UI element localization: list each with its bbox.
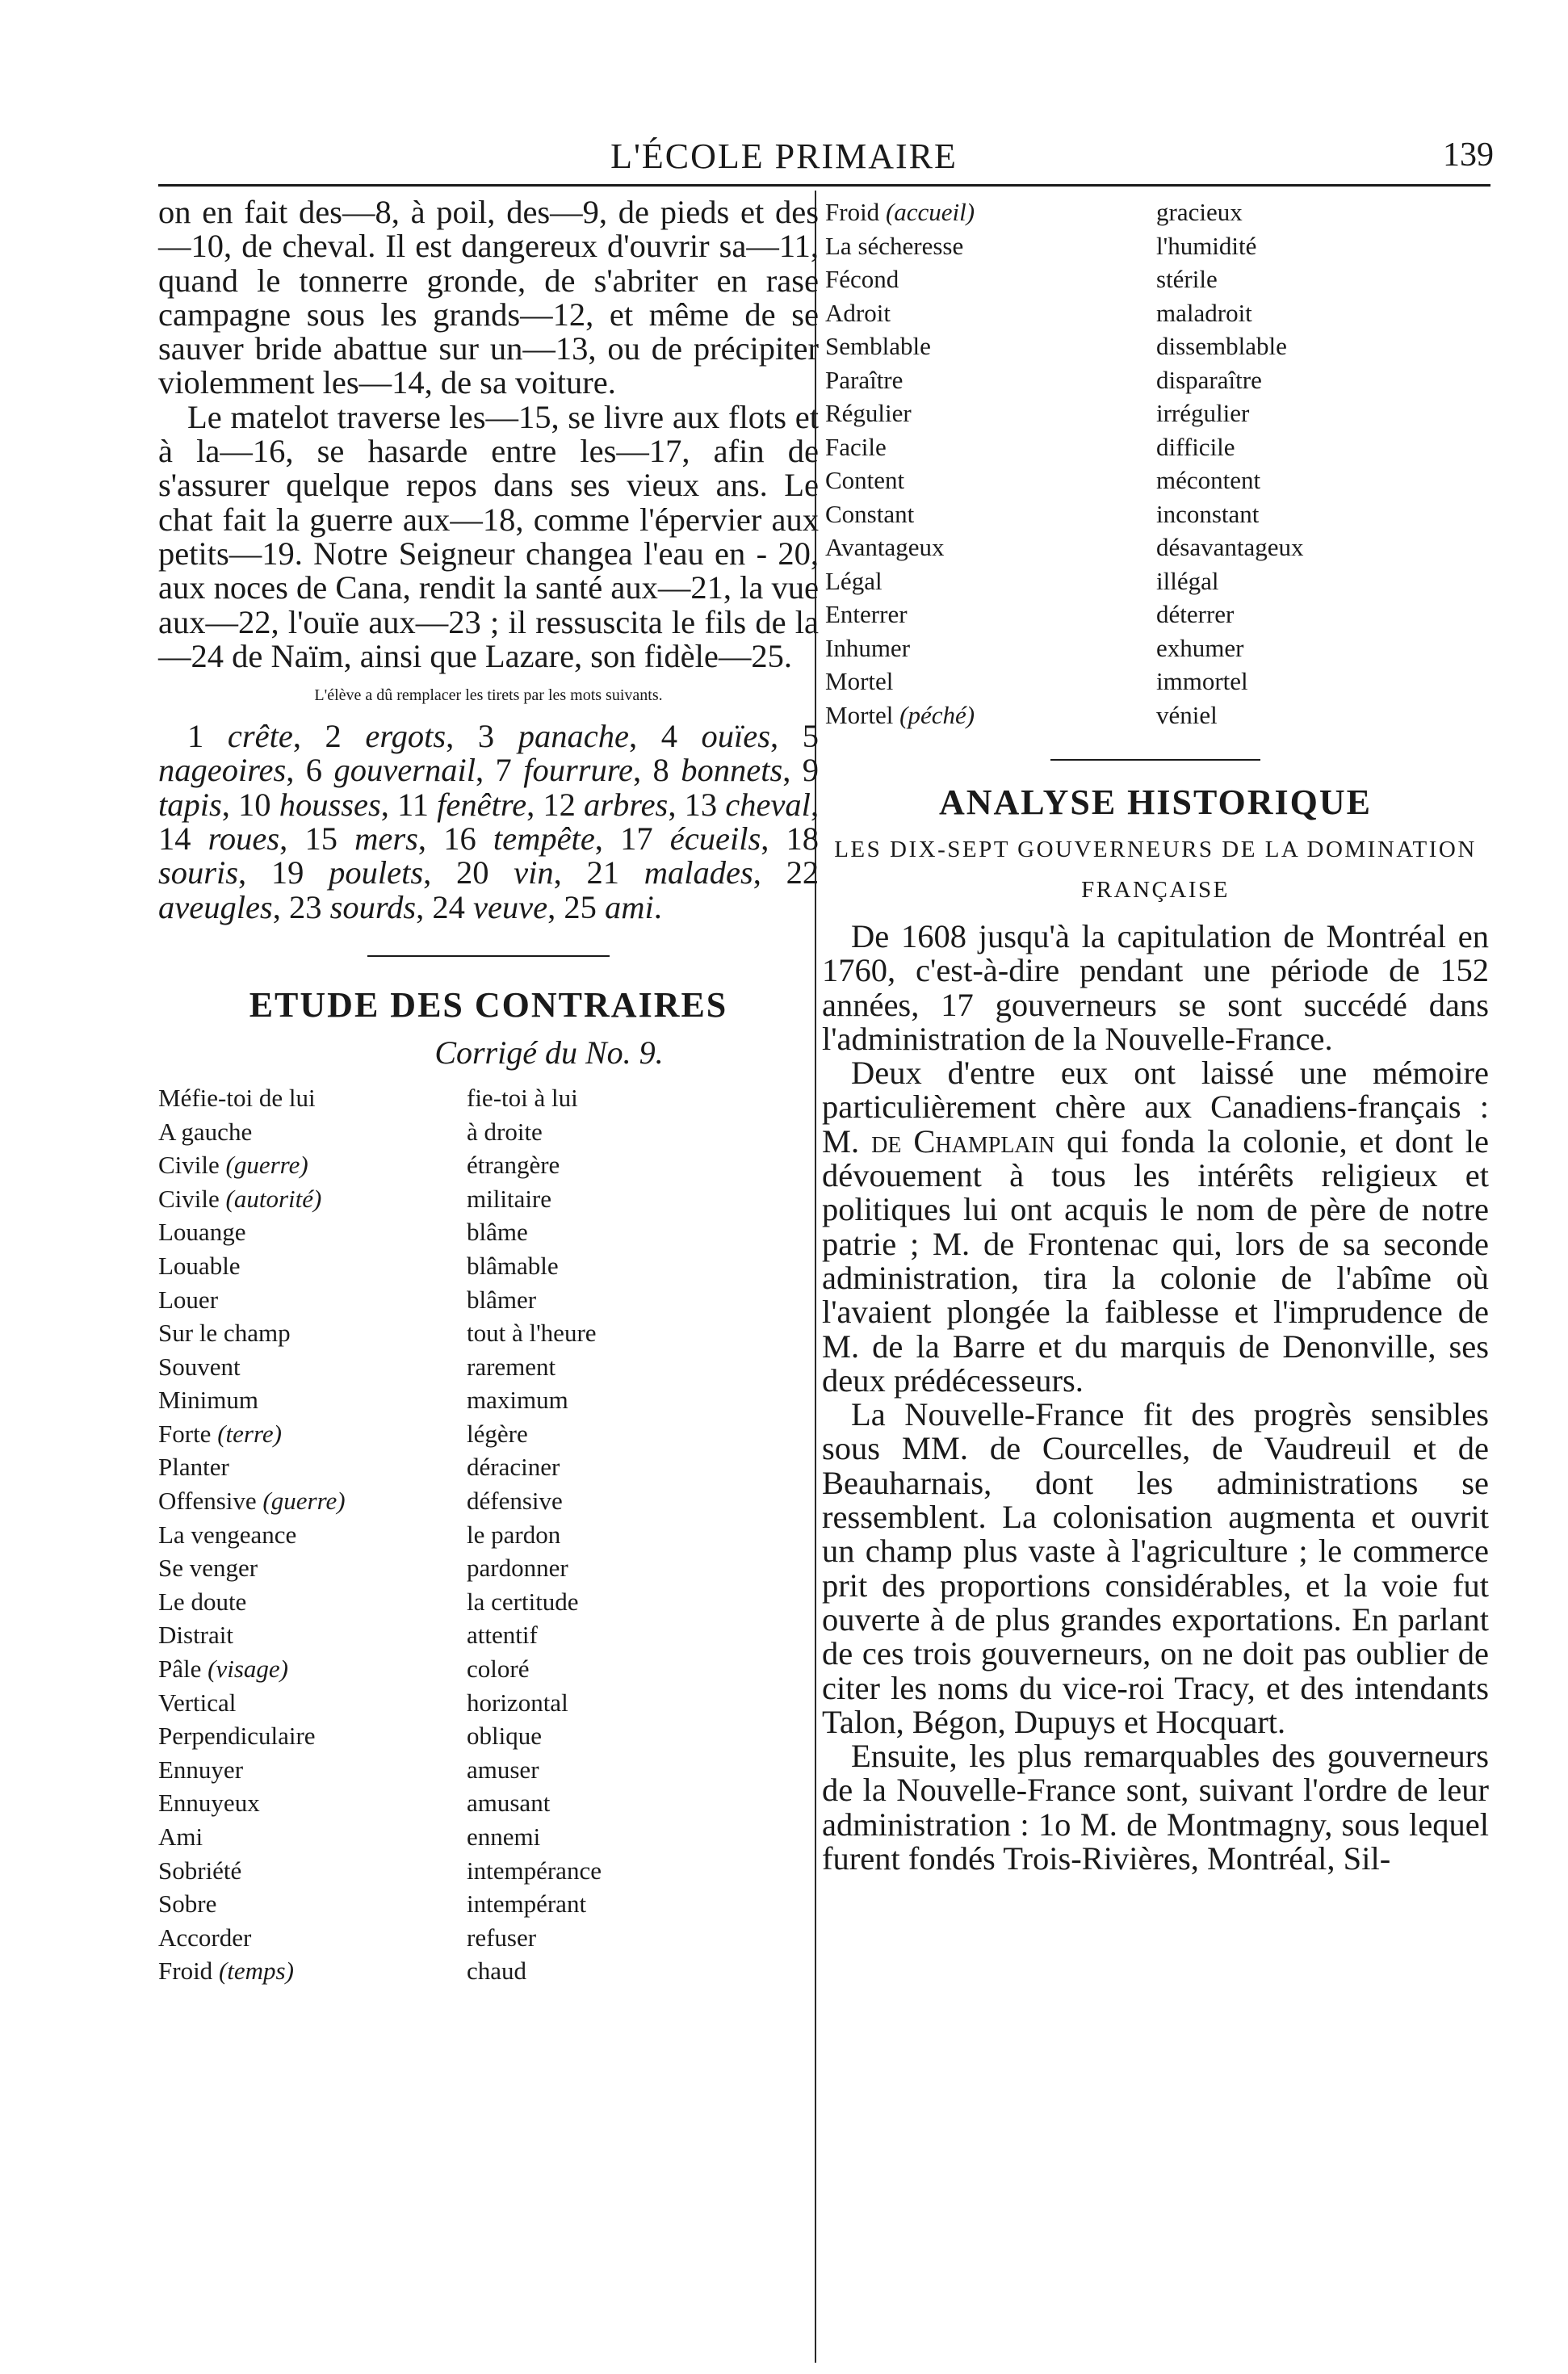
opposite-word: intempérant bbox=[467, 1890, 587, 1919]
contraire-word-text: Froid bbox=[158, 1957, 213, 1986]
contraire-word-text: Semblable bbox=[825, 332, 931, 360]
contraire-word bbox=[822, 329, 1156, 363]
contraire-word bbox=[158, 1215, 467, 1249]
answer-word-number: 4 bbox=[660, 718, 677, 755]
answer-words bbox=[158, 719, 819, 925]
contraire-note: (guerre) bbox=[225, 1151, 308, 1180]
contraire-word-text: Ennuyer bbox=[158, 1755, 244, 1784]
contraire-word bbox=[158, 1316, 467, 1350]
contraire-word-text: Distrait bbox=[158, 1621, 233, 1650]
contraire-word bbox=[822, 665, 1156, 698]
answer-word: roues bbox=[208, 820, 280, 858]
opposite-word: pardonner bbox=[467, 1554, 568, 1583]
opposite-word: horizontal bbox=[467, 1688, 568, 1717]
contraire-word bbox=[822, 296, 1156, 330]
contraire-word-text: Louable bbox=[158, 1251, 241, 1280]
analyse-paragraph-3: La Nouvelle-France fit des progrès sensibles sous MM. de Courcelles, de Vaudreuil et de Beauharnais, dont les administrations se ressemblent. La colonisation augmenta et ouvrit un champ plus vaste à l'agriculture ; le commerce prit des proportions considérables, et la voie fut ouverte à de plus grandes exportations. En parlant de ces trois gouverneurs, on ne doit pas oublier de citer les noms du vice-roi Tracy, et des intendants Talon, Bégon, Dupuys et Hocquart. bbox=[822, 1396, 1489, 1740]
answer-word-entry bbox=[496, 752, 633, 788]
contraire-note: (terre) bbox=[217, 1419, 282, 1448]
answer-word-number: 8 bbox=[652, 752, 669, 789]
right-column bbox=[822, 195, 1489, 1876]
opposite-word: militaire bbox=[467, 1184, 552, 1213]
contraire-row bbox=[158, 1753, 819, 1787]
contraire-row bbox=[158, 1652, 819, 1686]
answer-word-entry bbox=[271, 854, 423, 891]
contraire-row bbox=[158, 1686, 819, 1720]
contraire-word bbox=[158, 1283, 467, 1317]
answer-word-entry bbox=[289, 889, 416, 925]
opposite-word: refuser bbox=[467, 1923, 537, 1952]
answer-word-number: 10 bbox=[238, 786, 271, 823]
opposite-word: exhumer bbox=[1156, 633, 1244, 662]
opposite-word: la certitude bbox=[467, 1587, 579, 1616]
opposite-word: blâmer bbox=[467, 1285, 537, 1314]
contraire-word-text: Méfie-toi de lui bbox=[158, 1083, 316, 1112]
opposite-word: coloré bbox=[467, 1655, 530, 1684]
answer-word: nageoires bbox=[158, 752, 287, 789]
answer-word-entry bbox=[543, 786, 668, 823]
contraire-word bbox=[158, 1854, 467, 1888]
contraire-word bbox=[158, 1820, 467, 1854]
answer-word-number: 18 bbox=[786, 820, 820, 858]
answer-word-entry bbox=[397, 786, 526, 823]
contraire-row bbox=[158, 1182, 819, 1216]
contraire-word-text: Civile bbox=[158, 1151, 220, 1180]
opposite-word: rarement bbox=[467, 1352, 556, 1381]
answer-word-entry bbox=[187, 718, 293, 754]
champlain-name: de Champlain bbox=[871, 1122, 1055, 1160]
contraire-word-text: Froid bbox=[825, 198, 880, 226]
contraire-word-text: Civile bbox=[158, 1184, 220, 1213]
analyse-paragraph-4: Ensuite, les plus remarquables des gouverneurs de la Nouvelle-France sont, suivant l'ordre de leur administration : 1o M. de Montmagny, sous lequel furent fondés Trois-Rivières, Montréal, Sil- bbox=[822, 1738, 1489, 1877]
contraire-row bbox=[158, 1585, 819, 1619]
contraire-row bbox=[158, 1484, 819, 1518]
opposite-word: irrégulier bbox=[1156, 399, 1250, 427]
contraire-word bbox=[822, 430, 1156, 464]
contraire-word bbox=[822, 531, 1156, 564]
opposite-word: difficile bbox=[1156, 432, 1235, 461]
contraire-row bbox=[158, 1887, 819, 1921]
corrige-heading: Corrigé du No. 9. bbox=[434, 1034, 664, 1071]
answer-word-entry bbox=[238, 786, 381, 823]
contraire-note: (guerre) bbox=[262, 1487, 346, 1516]
opposite-word: légère bbox=[467, 1419, 528, 1448]
opposite-word: à droite bbox=[467, 1117, 543, 1146]
contraire-row bbox=[158, 1954, 819, 1988]
contraire-word bbox=[158, 1551, 467, 1585]
contraire-word bbox=[158, 1383, 467, 1417]
contraire-word-text: A gauche bbox=[158, 1117, 253, 1146]
answer-word: gouvernail bbox=[333, 752, 476, 789]
contraire-word-text: Facile bbox=[825, 432, 887, 461]
exercise-paragraph-2: Le matelot traverse les—15, se livre aux flots et à la—16, se hasarde entre les—17, afin de s'assurer quelque repos dans ses vieux ans. Le chat fait la guerre aux—18, comme l'épervier aux petits—19. Notre Seigneur changea l'eau en - 20, aux noces de Cana, rendit la santé aux—21, la vue aux—22, l'ouïe aux—23 ; il ressuscita le fils de la—24 de Naïm, ainsi que Lazare, son fidèle—25. bbox=[158, 398, 819, 674]
contraire-word-text: Le doute bbox=[158, 1587, 247, 1616]
analyse-subtitle: LES DIX-SEPT GOUVERNEURS DE LA DOMINATION FRANÇAISE bbox=[834, 837, 1477, 903]
answer-word-number: 20 bbox=[455, 854, 489, 891]
contraire-word bbox=[158, 1350, 467, 1384]
analyse-text bbox=[822, 920, 1489, 1876]
contraire-row bbox=[822, 430, 1489, 464]
opposite-word: intempérance bbox=[467, 1856, 602, 1885]
contraire-row bbox=[822, 564, 1489, 598]
answer-word: crête bbox=[227, 718, 293, 755]
answer-word-number: 2 bbox=[325, 718, 342, 755]
contraire-row bbox=[822, 363, 1489, 397]
contraire-word-text: Avantageux bbox=[825, 533, 945, 561]
contraire-note: (autorité) bbox=[225, 1184, 322, 1213]
contraire-row bbox=[822, 698, 1489, 732]
left-column bbox=[158, 195, 819, 1988]
contraire-row bbox=[158, 1316, 819, 1350]
opposite-word: maximum bbox=[467, 1386, 568, 1415]
answer-word-entry bbox=[685, 786, 811, 823]
contraire-word bbox=[158, 1518, 467, 1552]
contraire-row bbox=[158, 1283, 819, 1317]
answer-word: malades bbox=[644, 854, 753, 891]
answer-word: tempête bbox=[493, 820, 595, 858]
exercise-instruction: L'élève a dû remplacer les tirets par les mots suivants. bbox=[314, 686, 663, 705]
opposite-word: défensive bbox=[467, 1487, 563, 1516]
answer-word-number: 17 bbox=[620, 820, 653, 858]
contraire-word-text: Légal bbox=[825, 566, 883, 595]
contraire-word bbox=[822, 195, 1156, 229]
opposite-word: véniel bbox=[1156, 700, 1218, 729]
contraire-row bbox=[822, 631, 1489, 665]
answer-word: ami bbox=[605, 888, 654, 925]
opposite-word: disparaître bbox=[1156, 365, 1262, 394]
opposite-word: déraciner bbox=[467, 1453, 560, 1482]
opposite-word: amuser bbox=[467, 1755, 539, 1784]
contraire-word bbox=[822, 363, 1156, 397]
contraire-row bbox=[822, 598, 1489, 631]
analyse-paragraph-2-start: Deux d'entre eux ont laissé une mémoire particulièrement chère aux Canadiens-français : M. bbox=[822, 1055, 1489, 1160]
contraire-row bbox=[158, 1854, 819, 1888]
opposite-word: chaud bbox=[467, 1957, 527, 1986]
answer-word: bonnets bbox=[681, 752, 783, 789]
answer-word-number: 22 bbox=[786, 854, 820, 891]
opposite-word: blâmable bbox=[467, 1251, 559, 1280]
contraire-word-text: Sobriété bbox=[158, 1856, 242, 1885]
contraire-word-text: Planter bbox=[158, 1453, 229, 1482]
contraire-word-text: Inhumer bbox=[825, 633, 911, 662]
contraire-word-text: Content bbox=[825, 466, 905, 494]
contraire-word bbox=[158, 1081, 467, 1115]
contraire-word bbox=[158, 1618, 467, 1652]
answer-word: veuve bbox=[472, 888, 548, 925]
contraires-table-right bbox=[822, 195, 1489, 732]
opposite-word: déterrer bbox=[1156, 600, 1235, 628]
contraire-row bbox=[822, 229, 1489, 263]
contraire-row bbox=[158, 1115, 819, 1149]
contraire-word-text: Fécond bbox=[825, 265, 899, 293]
contraire-word bbox=[822, 631, 1156, 665]
section-title: ETUDE DES CONTRAIRES bbox=[249, 984, 728, 1025]
contraire-word bbox=[822, 262, 1156, 296]
contraire-row bbox=[822, 329, 1489, 363]
contraire-row bbox=[822, 463, 1489, 497]
exercise-text bbox=[158, 195, 819, 673]
answer-word-number: 1 bbox=[187, 718, 204, 755]
answer-word: tapis bbox=[158, 786, 222, 823]
contraire-word bbox=[822, 598, 1156, 631]
contraire-word bbox=[158, 1182, 467, 1216]
contraire-word bbox=[158, 1719, 467, 1753]
contraire-note: (visage) bbox=[208, 1655, 288, 1684]
contraire-word-text: La vengeance bbox=[158, 1520, 297, 1549]
contraire-word bbox=[158, 1417, 467, 1451]
contraire-row bbox=[822, 262, 1489, 296]
contraire-word bbox=[158, 1249, 467, 1283]
exercise-paragraph-1: on en fait des—8, à poil, des—9, de pieds et des—10, de cheval. Il est dangereux d'ouvrir sa—11, quand le tonnerre gronde, de s'abriter en rase campagne sous les grands—12, et même de se sauver bride abattue sur un—13, ou de précipiter violemment les—14, de sa voiture. bbox=[158, 194, 819, 401]
answer-word-number: 25 bbox=[564, 888, 597, 925]
contraire-row bbox=[158, 1383, 819, 1417]
contraire-word bbox=[158, 1484, 467, 1518]
answer-word: ergots bbox=[365, 718, 447, 755]
answer-word: cheval bbox=[725, 786, 811, 823]
contraire-word bbox=[158, 1753, 467, 1787]
section-rule bbox=[367, 955, 610, 957]
analyse-paragraph-2 bbox=[822, 1056, 1489, 1398]
answer-word-list: 1 crête, 2 ergots, 3 panache, 4 ouïes, 5 nageoires, 6 gouvernail, 7 fourrure, 8 bonnets, 9 tapis, 10 housses, 11 fenêtre, 12 arbres, 13 cheval, 14 roues, 15 mers, 16 tempête, 17 écueils, 18 souris, 19 poulets, 20 vin, 21 malades, 22 aveugles, 23 sourds, 24 veuve, 25 ami. bbox=[158, 718, 820, 925]
answer-word-entry bbox=[306, 752, 476, 788]
contraire-word bbox=[822, 497, 1156, 531]
answer-word-number: 14 bbox=[158, 820, 191, 858]
answer-word-number: 15 bbox=[304, 820, 337, 858]
answer-word-entry bbox=[325, 718, 447, 754]
contraire-note: (accueil) bbox=[885, 198, 975, 226]
answer-word: fenêtre bbox=[437, 786, 527, 823]
answer-word: fourrure bbox=[523, 752, 633, 789]
contraire-word-text: Mortel bbox=[825, 667, 894, 695]
answer-word: souris bbox=[158, 854, 239, 891]
contraire-word bbox=[158, 1887, 467, 1921]
answer-word-number: 16 bbox=[443, 820, 476, 858]
analyse-paragraph-2-end: qui fonda la colonie, et dont le dévouement à tous les intérêts religieux et politiques lui ont acquis le nom de père de notre patrie ; M. de Frontenac qui, lors de sa seconde administration, tira la colonie de l'abîme où l'avaient plongée la faiblesse et l'imprudence de M. de la Barre et du marquis de Denonville, ses deux prédécesseurs. bbox=[822, 1122, 1489, 1399]
opposite-word: blâme bbox=[467, 1218, 528, 1247]
running-title: L'ÉCOLE PRIMAIRE bbox=[610, 136, 958, 176]
contraire-row bbox=[158, 1215, 819, 1249]
contraire-row bbox=[158, 1350, 819, 1384]
answer-word-number: 5 bbox=[802, 718, 820, 755]
contraires-table-left bbox=[158, 1081, 819, 1988]
answer-word-entry bbox=[620, 820, 761, 857]
contraire-word-text: Paraître bbox=[825, 365, 903, 394]
contraire-row bbox=[158, 1719, 819, 1753]
answer-word-entry bbox=[443, 820, 595, 857]
contraire-row bbox=[158, 1518, 819, 1552]
contraire-row bbox=[158, 1921, 819, 1955]
answer-word-entry bbox=[432, 889, 547, 925]
answer-word-number: 13 bbox=[684, 786, 718, 823]
answer-word: écueils bbox=[669, 820, 761, 858]
opposite-word: gracieux bbox=[1156, 198, 1243, 226]
opposite-word: dissemblable bbox=[1156, 332, 1287, 360]
contraire-row bbox=[158, 1081, 819, 1115]
contraire-word bbox=[158, 1450, 467, 1484]
contraire-row bbox=[158, 1551, 819, 1585]
contraire-word-text: Ami bbox=[158, 1822, 203, 1851]
answer-word-number: 3 bbox=[477, 718, 495, 755]
answer-word-entry bbox=[456, 854, 554, 891]
answer-word-entry bbox=[158, 820, 279, 857]
opposite-word: fie-toi à lui bbox=[467, 1083, 578, 1112]
answer-word: poulets bbox=[329, 854, 424, 891]
answer-word: mers bbox=[354, 820, 418, 858]
answer-word-number: 23 bbox=[288, 888, 322, 925]
contraire-row bbox=[158, 1786, 819, 1820]
contraire-word-text: La sécheresse bbox=[825, 231, 964, 260]
answer-word: sourds bbox=[329, 888, 417, 925]
opposite-word: tout à l'heure bbox=[467, 1319, 597, 1348]
answer-word: panache bbox=[518, 718, 629, 755]
opposite-word: maladroit bbox=[1156, 298, 1252, 327]
contraire-row bbox=[158, 1148, 819, 1182]
contraire-row bbox=[822, 497, 1489, 531]
analyse-rule bbox=[1050, 759, 1260, 761]
opposite-word: ennemi bbox=[467, 1822, 541, 1851]
answer-word-number: 21 bbox=[586, 854, 619, 891]
opposite-word: le pardon bbox=[467, 1520, 561, 1549]
answer-word: arbres bbox=[584, 786, 669, 823]
page-number: 139 bbox=[1443, 136, 1494, 174]
contraire-word-text: Se venger bbox=[158, 1554, 258, 1583]
contraire-word-text: Enterrer bbox=[825, 600, 908, 628]
contraire-word bbox=[822, 463, 1156, 497]
contraire-word-text: Régulier bbox=[825, 399, 912, 427]
contraire-row bbox=[822, 195, 1489, 229]
contraire-word bbox=[158, 1585, 467, 1619]
contraire-word-text: Pâle bbox=[158, 1655, 202, 1684]
contraire-word-text: Vertical bbox=[158, 1688, 237, 1717]
contraire-word bbox=[822, 698, 1156, 732]
contraire-row bbox=[822, 531, 1489, 564]
contraire-word bbox=[822, 564, 1156, 598]
contraire-row bbox=[158, 1450, 819, 1484]
analyse-title: ANALYSE HISTORIQUE bbox=[938, 782, 1373, 822]
contraire-word-text: Offensive bbox=[158, 1487, 257, 1516]
answer-word: housses bbox=[279, 786, 381, 823]
contraire-word-text: Forte bbox=[158, 1419, 212, 1448]
opposite-word: stérile bbox=[1156, 265, 1218, 293]
contraire-word-text: Minimum bbox=[158, 1386, 259, 1415]
header-rule bbox=[158, 184, 1490, 187]
answer-word-entry bbox=[304, 820, 417, 857]
contraire-word-text: Louange bbox=[158, 1218, 246, 1247]
answer-word-entry bbox=[587, 854, 753, 891]
contraire-word-text: Sobre bbox=[158, 1890, 217, 1919]
contraire-word-text: Mortel bbox=[825, 700, 894, 729]
contraire-row bbox=[158, 1417, 819, 1451]
contraire-word bbox=[822, 396, 1156, 430]
contraire-word bbox=[158, 1148, 467, 1182]
contraire-word bbox=[158, 1921, 467, 1955]
answer-word-number: 9 bbox=[802, 752, 820, 789]
answer-word-number: 24 bbox=[432, 888, 465, 925]
opposite-word: mécontent bbox=[1156, 466, 1261, 494]
opposite-word: immortel bbox=[1156, 667, 1248, 695]
contraire-row bbox=[822, 296, 1489, 330]
contraire-word-text: Louer bbox=[158, 1285, 219, 1314]
answer-word-entry bbox=[478, 718, 629, 754]
opposite-word: désavantageux bbox=[1156, 533, 1304, 561]
answer-word-entry bbox=[564, 889, 653, 925]
contraire-note: (temps) bbox=[218, 1957, 294, 1986]
contraire-note: (péché) bbox=[899, 700, 975, 729]
contraire-row bbox=[822, 396, 1489, 430]
contraire-word bbox=[158, 1115, 467, 1149]
opposite-word: illégal bbox=[1156, 566, 1219, 595]
answer-word-entry bbox=[653, 752, 783, 788]
answer-word-number: 6 bbox=[305, 752, 323, 789]
answer-word: aveugles bbox=[158, 888, 273, 925]
contraire-word bbox=[158, 1652, 467, 1686]
contraire-word bbox=[822, 229, 1156, 263]
answer-word-entry bbox=[661, 718, 770, 754]
contraire-word-text: Sur le champ bbox=[158, 1319, 291, 1348]
answer-word-number: 11 bbox=[397, 786, 429, 823]
opposite-word: l'humidité bbox=[1156, 231, 1257, 260]
contraire-word-text: Ennuyeux bbox=[158, 1789, 260, 1818]
answer-word-number: 19 bbox=[270, 854, 304, 891]
opposite-word: oblique bbox=[467, 1722, 542, 1751]
contraire-word bbox=[158, 1954, 467, 1988]
opposite-word: amusant bbox=[467, 1789, 551, 1818]
answer-word-number: 7 bbox=[495, 752, 512, 789]
opposite-word: étrangère bbox=[467, 1151, 560, 1180]
opposite-word: inconstant bbox=[1156, 499, 1260, 528]
contraire-word-text: Adroit bbox=[825, 298, 891, 327]
contraire-word-text: Souvent bbox=[158, 1352, 241, 1381]
answer-word: vin bbox=[514, 854, 554, 891]
opposite-word: attentif bbox=[467, 1621, 538, 1650]
contraire-word-text: Constant bbox=[825, 499, 915, 528]
contraire-row bbox=[158, 1249, 819, 1283]
answer-word: ouïes bbox=[701, 718, 771, 755]
contraire-row bbox=[158, 1618, 819, 1652]
contraire-word-text: Perpendiculaire bbox=[158, 1722, 316, 1751]
contraire-word bbox=[158, 1786, 467, 1820]
contraire-row bbox=[822, 665, 1489, 698]
analyse-paragraph-1: De 1608 jusqu'à la capitulation de Montréal en 1760, c'est-à-dire pendant une période de 152 années, 17 gouverneurs se sont succédé dans l'administration de la Nouvelle-France. bbox=[822, 918, 1489, 1057]
contraire-row bbox=[158, 1820, 819, 1854]
contraire-word bbox=[158, 1686, 467, 1720]
contraire-word-text: Accorder bbox=[158, 1923, 252, 1952]
answer-word-number: 12 bbox=[543, 786, 576, 823]
